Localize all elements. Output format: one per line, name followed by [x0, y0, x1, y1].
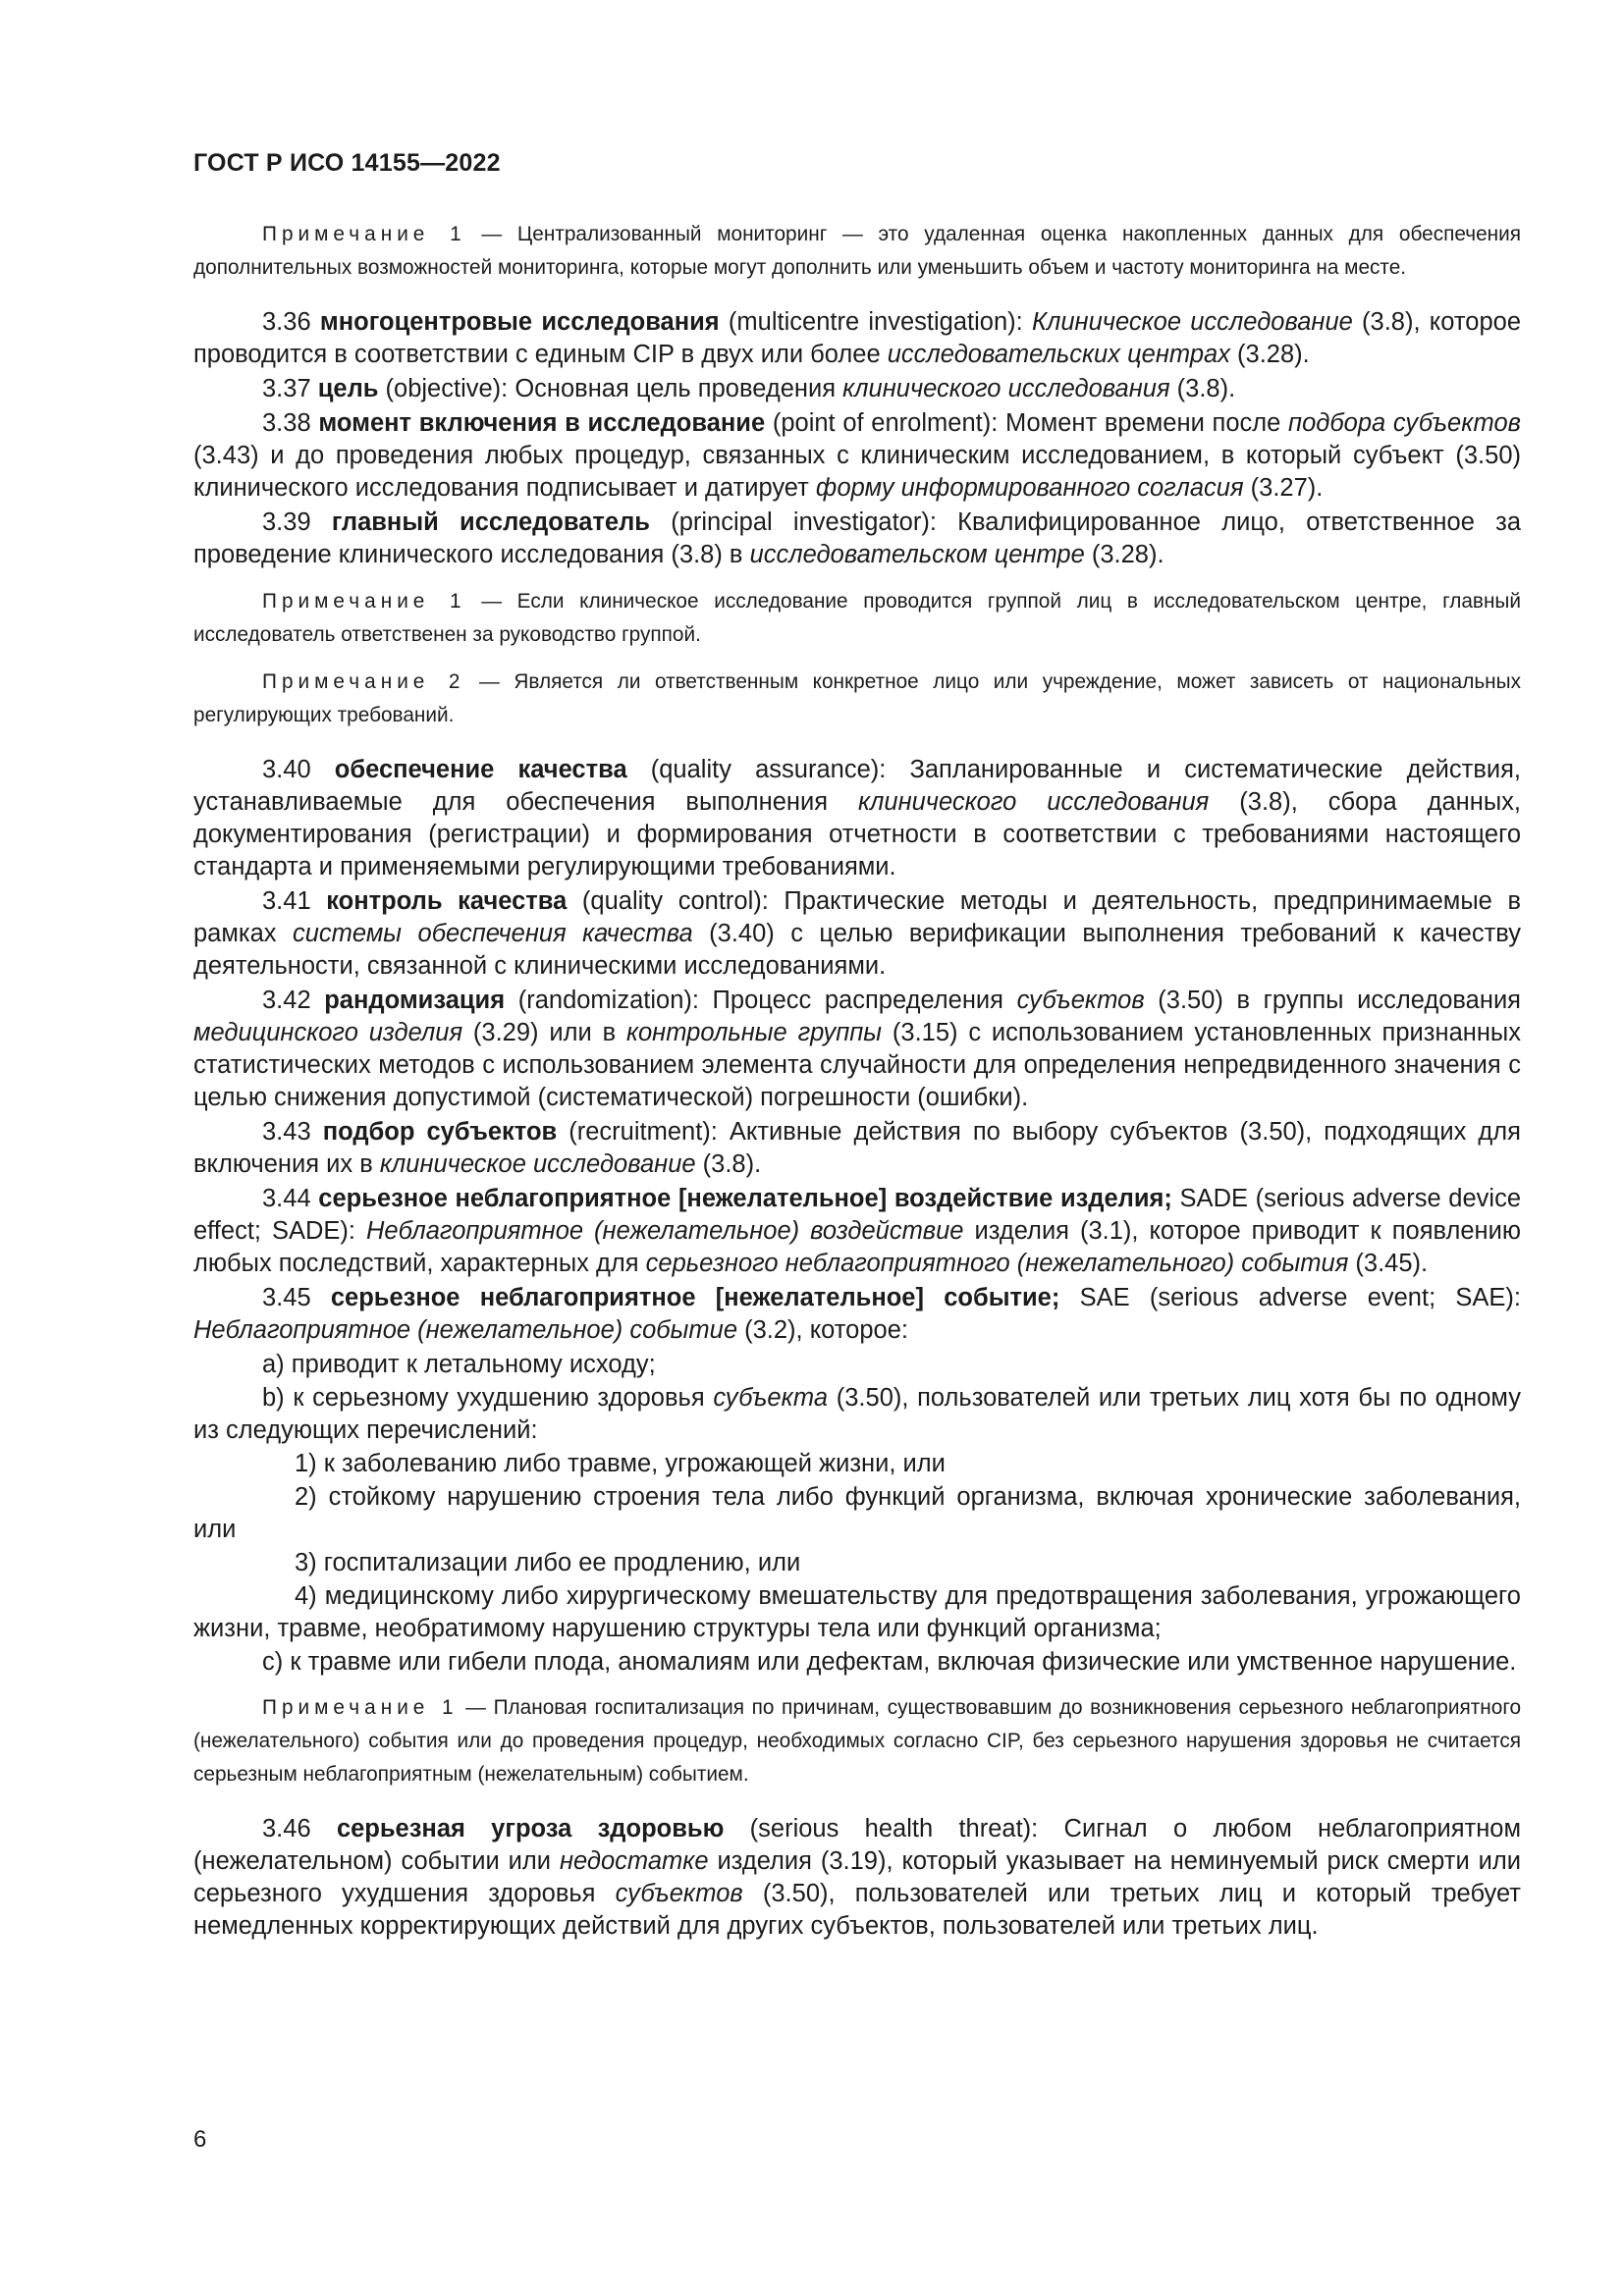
term-text: SAE (serious adverse event; SAE):: [1059, 1284, 1521, 1311]
note-text: — Плановая госпитализация по причинам, существовавшим до возникновения серьезного неблагоприятного (нежелательного) события или до проведения процедур, необходимых согласно CIP, без серьезного нарушения здоровья не считается серьезным неблагоприятным (нежелательным) событием.: [193, 1696, 1522, 1786]
note-label: Примечание 1: [262, 223, 466, 245]
term-title: момент включения в исследование: [318, 409, 766, 437]
list-text: b) к серьезному ухудшению здоровья: [262, 1384, 714, 1412]
term-3-39: [193, 507, 1521, 571]
term-ref: клинического исследования: [842, 375, 1170, 402]
list-item-b2: 2) стойкому нарушению строения тела либо функций организма, включая хронические заболевания, или: [193, 1483, 1521, 1543]
term-3-37: [193, 373, 1521, 405]
term-ref: исследовательских центрах: [887, 341, 1230, 368]
term-text: (3.8).: [695, 1150, 762, 1178]
term-text: (3.40) с целью верификации выполнения требований к качеству деятельности, связанной с клиническими исследованиями.: [193, 920, 1521, 980]
page-content: [193, 218, 1521, 1945]
term-ref: недостатке: [559, 1847, 709, 1875]
term-title: главный исследователь: [331, 508, 650, 536]
list-item-a: а) приводит к летальному исходу;: [262, 1351, 656, 1378]
term-text: (3.28).: [1084, 541, 1164, 568]
term-number: 3.38: [262, 409, 319, 437]
note-label: Примечание 2: [262, 670, 465, 693]
term-ref: Неблагоприятное (нежелательное) воздействие: [365, 1217, 964, 1245]
term-number: 3.45: [262, 1284, 331, 1311]
term-ref: серьезного неблагоприятного (нежелательного) события: [645, 1250, 1349, 1277]
term-3-42: [193, 985, 1521, 1114]
term-text: (randomization): Процесс распределения: [505, 987, 1017, 1014]
term-text: (multicentre investigation):: [719, 308, 1032, 336]
term-number: 3.43: [262, 1118, 323, 1146]
term-title: подбор субъектов: [322, 1118, 558, 1146]
term-title: серьезная угроза здоровью: [336, 1815, 725, 1842]
term-text: (3.8), которое проводится в соответствии с единым CIP в двух или более: [193, 308, 1521, 368]
term-title: многоцентровые исследования: [319, 308, 720, 336]
note-text: — Централизованный мониторинг — это удаленная оценка накопленных данных для обеспечения дополнительных возможностей мониторинга, которые могут дополнить или уменьшить объем и частоту мониторинга на месте.: [193, 223, 1521, 279]
term-number: 3.36: [262, 308, 320, 336]
term-number: 3.46: [262, 1815, 337, 1842]
note-label: Примечание 1: [262, 1696, 459, 1719]
term-title: серьезное неблагоприятное [нежелательное] событие;: [330, 1284, 1060, 1311]
term-text: (3.50) в группы исследования: [1144, 987, 1521, 1014]
term-text: (quality assurance): Запланированные и систематические действия, устанавливаемые для обеспечения выполнения: [193, 756, 1521, 816]
term-ref: субъекта: [713, 1384, 829, 1412]
term-ref: субъектов: [1016, 987, 1145, 1014]
term-number: 3.40: [262, 756, 335, 783]
term-text: (3.2), которое:: [737, 1316, 908, 1344]
note-3-45-1: [193, 1691, 1521, 1791]
term-3-43: [193, 1116, 1521, 1181]
standard-header: ГОСТ Р ИСО 14155—2022: [193, 149, 501, 177]
spacer: [193, 573, 1521, 585]
list-item-b4: 4) медицинскому либо хирургическому вмешательству для предотвращения заболевания, угрожающего жизни, травме, необратимому нарушению структуры тела или функций организма;: [193, 1582, 1521, 1642]
term-text: (3.45).: [1348, 1250, 1429, 1277]
term-3-41: [193, 885, 1521, 983]
term-text: изделия (3.19), который указывает на неминуемый риск смерти или серьезного ухудшения здоровья: [193, 1847, 1522, 1907]
term-ref: исследовательском центре: [749, 541, 1085, 568]
term-ref: клиническое исследование: [379, 1150, 696, 1178]
term-text: (serious health threat): Сигнал о любом неблагоприятном (нежелательном) событии или: [193, 1815, 1521, 1875]
term-title: контроль качества: [326, 887, 568, 915]
term-text: (3.8).: [1169, 375, 1236, 402]
list-item-b3: 3) госпитализации либо ее продлению, или: [295, 1549, 801, 1576]
note-text: — Если клиническое исследование проводится группой лиц в исследовательском центре, главный исследователь ответственен за руководство группой.: [193, 590, 1521, 646]
list-item-c: с) к травме или гибели плода, аномалиям или дефектам, включая физические или умственное нарушение.: [262, 1648, 1517, 1676]
term-ref: субъектов: [615, 1880, 743, 1907]
term-3-44: [193, 1183, 1521, 1280]
spacer: [193, 1680, 1521, 1691]
list-item-b1: 1) к заболеванию либо травме, угрожающей жизни, или: [295, 1450, 946, 1477]
term-text: (principal investigator): Квалифицированное лицо, ответственное за проведение клинического исследования (3.8) в: [193, 508, 1522, 568]
term-title: рандомизация: [324, 987, 506, 1014]
term-ref: Неблагоприятное (нежелательное) событие: [193, 1316, 738, 1344]
term-ref: форму информированного согласия: [815, 474, 1244, 502]
term-ref: медицинского изделия: [193, 1019, 463, 1046]
term-text: (3.50), пользователей или третьих лиц и который требует немедленных корректирующих действий для других субъектов, пользователей или третьих лиц.: [193, 1880, 1521, 1940]
list-text: (3.50), пользователей или третьих лиц хотя бы по одному из следующих перечислений:: [193, 1384, 1521, 1444]
term-ref: системы обеспечения качества: [293, 920, 693, 947]
term-text: (3.43) и до проведения любых процедур, связанных с клиническим исследованием, в который субъект (3.50) клинического исследования подписывает и датирует: [193, 442, 1521, 502]
term-ref: подбора субъектов: [1288, 409, 1521, 437]
note-label: Примечание 1: [262, 590, 466, 613]
term-text: (point of enrolment): Момент времени после: [765, 409, 1289, 437]
term-text: (recruitment): Активные действия по выбору субъектов (3.50), подходящих для включения их в: [193, 1118, 1521, 1178]
term-text: (3.29) или в: [462, 1019, 626, 1046]
term-text: (3.15) с использованием установленных признанных статистических методов с использованием элемента случайности для определения непредвиденного значения с целью снижения допустимой (систематической) погрешности (ошибки).: [193, 1019, 1521, 1111]
term-text: (3.8), сбора данных, документирования (регистрации) и формирования отчетности в соответствии с требованиями настоящего стандарта и применяемыми регулирующими требованиями.: [193, 788, 1521, 881]
note-text: — Является ли ответственным конкретное лицо или учреждение, может зависеть от национальных регулирующих требований.: [193, 670, 1522, 726]
term-number: 3.41: [262, 887, 327, 915]
term-text: SADE (serious adverse device effect; SADE):: [193, 1185, 1521, 1245]
term-3-38: [193, 407, 1521, 505]
term-text: (objective): Основная цель проведения: [378, 375, 843, 402]
term-number: 3.37: [262, 375, 318, 402]
term-number: 3.42: [262, 987, 325, 1014]
term-3-45: [193, 1282, 1521, 1347]
term-ref: контрольные группы: [625, 1019, 883, 1046]
term-3-40: [193, 754, 1521, 883]
term-title: серьезное неблагоприятное [нежелательное] воздействие изделия;: [318, 1185, 1172, 1212]
term-number: 3.39: [262, 508, 332, 536]
note-3-39-2: [193, 666, 1521, 732]
term-title: цель: [317, 375, 379, 402]
list-item-b: [193, 1382, 1521, 1447]
note-centralized-monitoring: [193, 218, 1521, 285]
page-number: 6: [193, 2126, 207, 2153]
term-3-46: [193, 1813, 1521, 1943]
note-3-39-1: [193, 585, 1521, 652]
term-text: (3.28).: [1229, 341, 1310, 368]
term-text: (quality control): Практические методы и деятельность, предпринимаемые в рамках: [193, 887, 1522, 947]
term-text: (3.27).: [1243, 474, 1324, 502]
term-3-36: [193, 306, 1521, 371]
term-text: изделия (3.1), которое приводит к появлению любых последствий, характерных для: [193, 1217, 1521, 1277]
term-number: 3.44: [262, 1185, 319, 1212]
term-ref: клинического исследования: [857, 788, 1210, 816]
term-ref: Клиническое исследование: [1031, 308, 1353, 336]
term-title: обеспечение качества: [334, 756, 627, 783]
